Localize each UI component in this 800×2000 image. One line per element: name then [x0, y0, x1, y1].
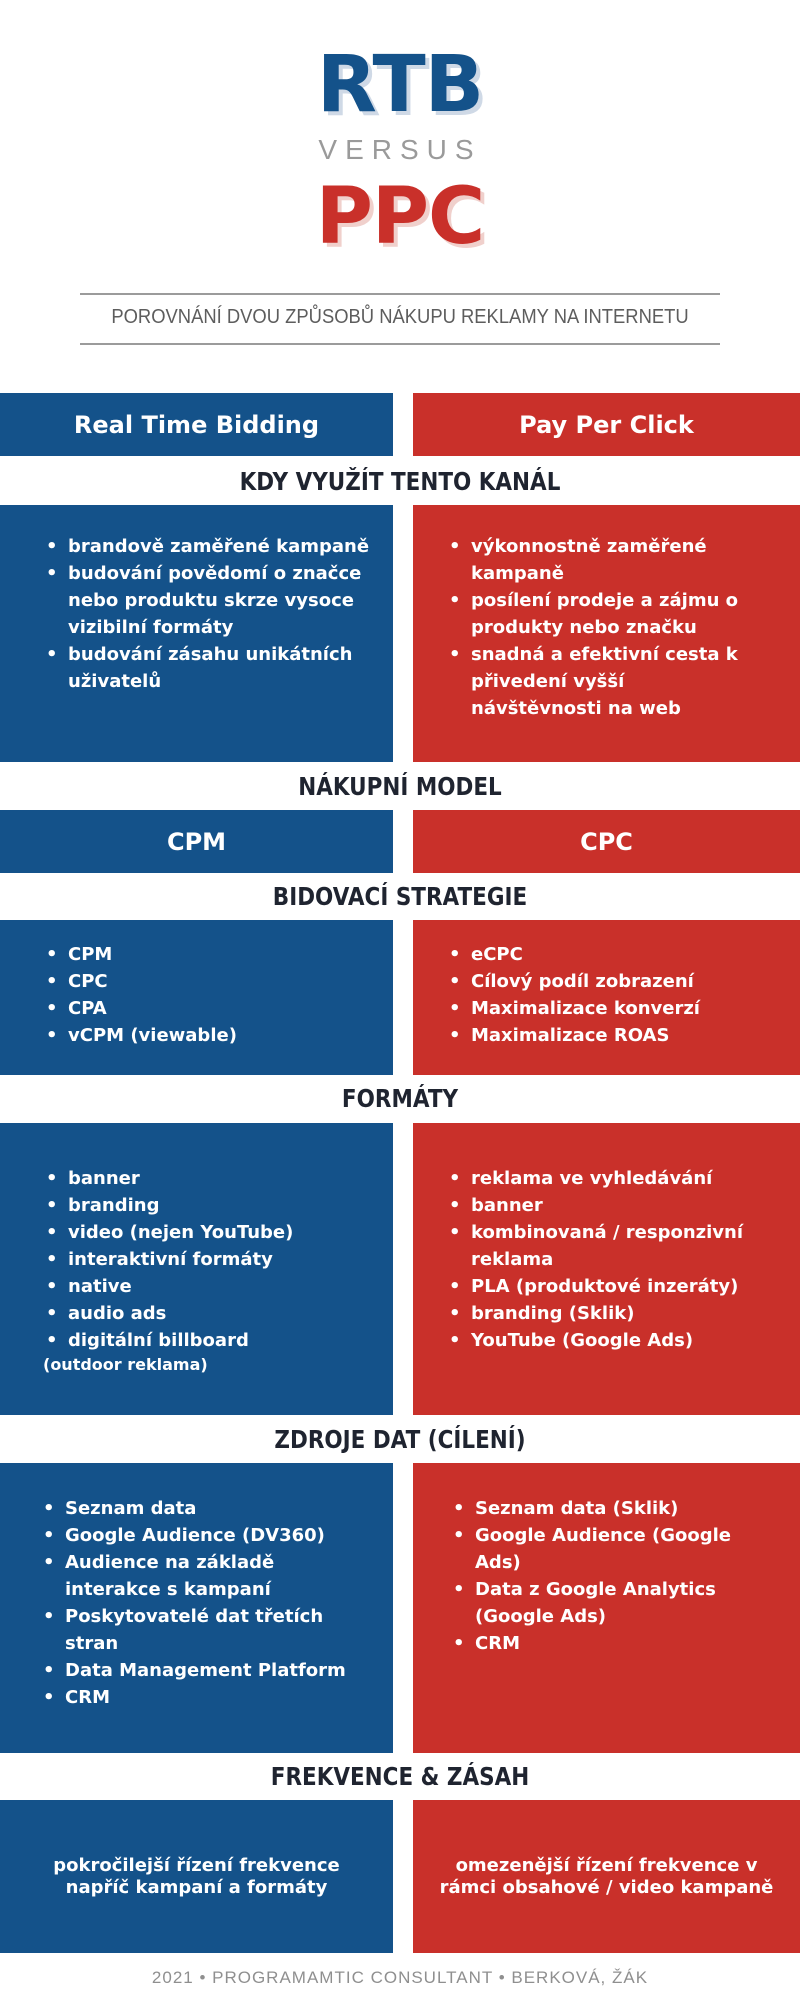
list-item: • budování povědomí o značce nebo produktu skrze vysoce vizibilní formáty: [46, 560, 376, 641]
formaty-right-panel: [413, 1123, 800, 1415]
footer: 2021 • PROGRAMAMTIC CONSULTANT • BERKOVÁ, ŽÁK: [151, 1968, 649, 1987]
kdy-left-panel: [0, 505, 393, 762]
formaty-left-list: [46, 1165, 376, 1354]
formaty-left-wrap: [43, 1165, 376, 1376]
formaty-left-note: (outdoor reklama): [43, 1355, 208, 1374]
list-item: • budování zásahu unikátních uživatelů: [46, 641, 376, 695]
list-item: • banner: [46, 1165, 376, 1192]
list-item: • snadná a efektivní cesta k přivedení vyšší návštěvnosti na web: [449, 641, 749, 722]
list-item: • CRM: [453, 1630, 753, 1657]
list-item: • banner: [449, 1192, 779, 1219]
strategie-left-list: [46, 941, 376, 1049]
zdroje-left-panel: [0, 1463, 393, 1753]
list-item: • brandově zaměřené kampaně: [46, 533, 376, 560]
list-item: • video (nejen YouTube): [46, 1219, 376, 1246]
formaty-left-panel: [0, 1123, 393, 1415]
list-item: • Cílový podíl zobrazení: [449, 968, 779, 995]
frekvence-left: pokročilejší řízení frekvence napříč kampaní a formáty: [0, 1800, 393, 1953]
top-divider: [80, 293, 720, 295]
list-item: • branding: [46, 1192, 376, 1219]
section-title-strategie: BIDOVACÍ STRATEGIE: [272, 882, 528, 911]
section-title-zdroje: ZDROJE DAT (CÍLENÍ): [274, 1425, 526, 1454]
section-title-formaty: FORMÁTY: [341, 1084, 459, 1113]
kdy-left-list: [46, 533, 376, 695]
strategie-right-panel: [413, 920, 800, 1075]
list-item: • CRM: [43, 1684, 373, 1711]
column-header-rtb: Real Time Bidding: [0, 393, 393, 456]
list-item: • YouTube (Google Ads): [449, 1327, 779, 1354]
list-item: • PLA (produktové inzeráty): [449, 1273, 779, 1300]
list-item: • výkonnostně zaměřené kampaně: [449, 533, 749, 587]
strategie-right-list: [449, 941, 779, 1049]
list-item: • Seznam data (Sklik): [453, 1495, 753, 1522]
kdy-right-list: [449, 533, 749, 722]
list-item: • Audience na základě interakce s kampaní: [43, 1549, 373, 1603]
formaty-right-list: [449, 1165, 779, 1354]
zdroje-right-panel: [413, 1463, 800, 1753]
zdroje-right-list: [453, 1495, 753, 1657]
title-versus: VERSUS: [318, 134, 482, 165]
list-item: • reklama ve vyhledávání: [449, 1165, 779, 1192]
list-item: • native: [46, 1273, 376, 1300]
title-ppc: PPC: [315, 172, 485, 262]
list-item: • branding (Sklik): [449, 1300, 779, 1327]
list-item: • digitální billboard: [46, 1327, 376, 1354]
list-item: • CPA: [46, 995, 376, 1022]
subtitle: POROVNÁNÍ DVOU ZPŮSOBŮ NÁKUPU REKLAMY NA INTERNETU: [111, 306, 689, 328]
strategie-left-panel: [0, 920, 393, 1075]
list-item: • eCPC: [449, 941, 779, 968]
model-left: CPM: [0, 810, 393, 873]
list-item: • Maximalizace ROAS: [449, 1022, 779, 1049]
section-title-model: NÁKUPNÍ MODEL: [298, 772, 502, 801]
list-item: • audio ads: [46, 1300, 376, 1327]
zdroje-left-list: [43, 1495, 373, 1711]
list-item: • Poskytovatelé dat třetích stran: [43, 1603, 373, 1657]
section-title-frekvence: FREKVENCE & ZÁSAH: [270, 1762, 530, 1791]
list-item: • vCPM (viewable): [46, 1022, 376, 1049]
kdy-right-panel: [413, 505, 800, 762]
list-item: • kombinovaná / responzivní reklama: [449, 1219, 779, 1273]
list-item: • CPM: [46, 941, 376, 968]
list-item: • Google Audience (Google Ads): [453, 1522, 753, 1576]
list-item: • Data z Google Analytics (Google Ads): [453, 1576, 753, 1630]
list-item: • Google Audience (DV360): [43, 1522, 373, 1549]
list-item: • posílení prodeje a zájmu o produkty nebo značku: [449, 587, 749, 641]
list-item: • CPC: [46, 968, 376, 995]
section-title-kdy: KDY VYUŽÍT TENTO KANÁL: [239, 467, 561, 496]
model-right: CPC: [413, 810, 800, 873]
list-item: • Data Management Platform: [43, 1657, 373, 1684]
list-item: • Maximalizace konverzí: [449, 995, 779, 1022]
list-item: • Seznam data: [43, 1495, 373, 1522]
frekvence-right: omezenější řízení frekvence v rámci obsahové / video kampaně: [413, 1800, 800, 1953]
list-item: • interaktivní formáty: [46, 1246, 376, 1273]
title-rtb: RTB: [316, 40, 484, 130]
bottom-divider: [80, 343, 720, 345]
column-header-ppc: Pay Per Click: [413, 393, 800, 456]
